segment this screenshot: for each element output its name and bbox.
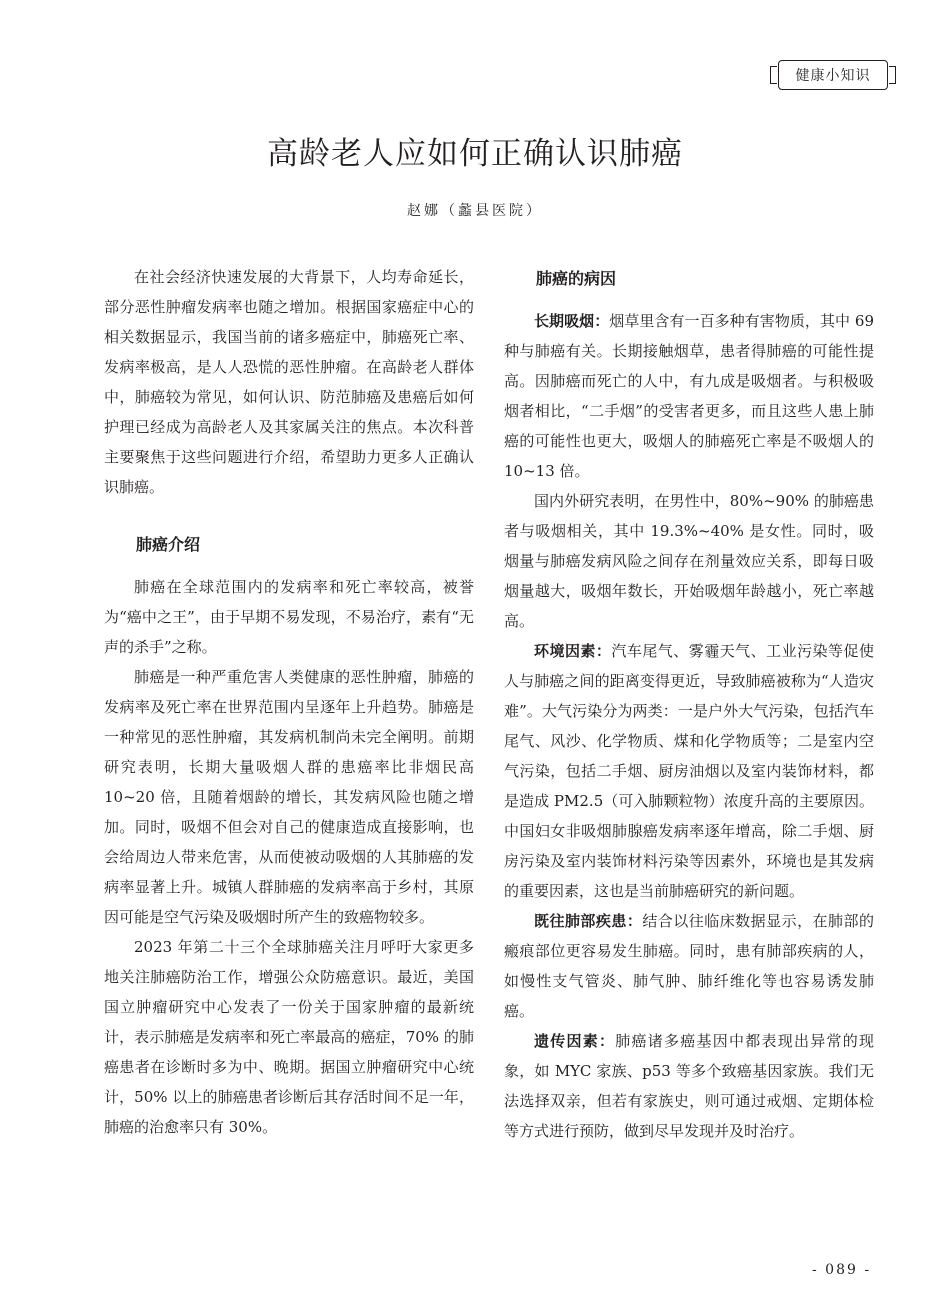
cause-lung-disease-label: 既往肺部疾患： bbox=[534, 912, 643, 930]
intro-paragraph: 在社会经济快速发展的大背景下，人均寿命延长，部分恶性肿瘤发病率也随之增加。根据国家癌症中心的相关数据显示，我国当前的诸多癌症中，肺癌死亡率、发病率极高，是人人恐慌的恶性肿瘤。在高龄老人群体中，肺癌较为常见，如何认识、防范肺癌及患癌后如何护理已经成为高龄老人及其家属关注的焦点。本次科普主要聚焦于这些问题进行介绍，希望助力更多人正确认识肺癌。 bbox=[104, 268, 474, 496]
section-tag bbox=[778, 60, 888, 90]
cause-genetic-text: 肺癌诸多癌基因中都表现出异常的现象，如 MYC 家族、p53 等多个致癌基因家族。我们无法选择双亲，但若有家族史，则可通过戒烟、定期体检等方式进行预防，做到尽早发现并及时治疗。 bbox=[504, 1032, 874, 1140]
section-heading-intro: 肺癌介绍 bbox=[136, 535, 201, 554]
intro-p3: 2023 年第二十三个全球肺癌关注月呼吁大家更多地关注肺癌防治工作，增强公众防癌意识。最近，美国国立肿瘤研究中心发表了一份关于国家肿瘤的最新统计，表示肺癌是发病率和死亡率最高的癌症，70% 的肺癌患者在诊断时多为中、晚期。据国立肿瘤研究中心统计，50% 以上的肺癌患者诊断后其存活时间不足一年，肺癌的治愈率只有 30%。 bbox=[104, 938, 474, 1136]
cause-genetic-label: 遗传因素： bbox=[534, 1032, 616, 1050]
cause-smoking-label: 长期吸烟： bbox=[534, 312, 610, 330]
cause-lung-disease-text: 结合以往临床数据显示，在肺部的瘢痕部位更容易发生肺癌。同时，患有肺部疾病的人，如慢性支气管炎、肺气肿、肺纤维化等也容易诱发肺癌。 bbox=[504, 912, 874, 1020]
cause-environment-text: 汽车尾气、雾霾天气、工业污染等促使人与肺癌之间的距离变得更近，导致肺癌被称为“人造灾难”。大气污染分为两类：一是户外大气污染，包括汽车尾气、风沙、化学物质、煤和化学物质等；二是室内空气污染，包括二手烟、厨房油烟以及室内装饰材料，都是造成 PM2.5（可入肺颗粒物）浓度升高的主要原因。中国妇女非吸烟肺腺癌发病率逐年增高，除二手烟、厨房污染及室内装饰材料污染等因素外，环境也是其发病的重要因素，这也是当前肺癌研究的新问题。 bbox=[504, 642, 874, 900]
cause-smoking-text: 烟草里含有一百多种有害物质，其中 69 种与肺癌有关。长期接触烟草，患者得肺癌的可能性提高。因肺癌而死亡的人中，有九成是吸烟者。与积极吸烟者相比，“二手烟”的受害者更多，而且这些人患上肺癌的可能性也更大，吸烟人的肺癌死亡率是不吸烟人的 10~13 倍。 bbox=[504, 312, 874, 480]
section-heading-causes: 肺癌的病因 bbox=[536, 269, 617, 288]
cause-genetic bbox=[504, 1026, 874, 1146]
intro-p1: 肺癌在全球范围内的发病率和死亡率较高，被誉为“癌中之王”，由于早期不易发现，不易治疗，素有“无声的杀手”之称。 bbox=[104, 578, 474, 656]
cause-smoking bbox=[504, 306, 874, 486]
page-number: - 089 - bbox=[812, 1262, 872, 1278]
article-title: 高龄老人应如何正确认识肺癌 bbox=[267, 136, 683, 172]
article-author: 赵娜（蠡县医院） bbox=[407, 203, 543, 219]
cause-environment bbox=[504, 636, 874, 906]
intro-p2: 肺癌是一种严重危害人类健康的恶性肿瘤，肺癌的发病率及死亡率在世界范围内呈逐年上升趋势。肺癌是一种常见的恶性肿瘤，其发病机制尚未完全阐明。前期研究表明，长期大量吸烟人群的患癌率比非烟民高 10~20 倍，且随着烟龄的增长，其发病风险也随之增加。同时，吸烟不但会对自己的健康造成直接影响，也会给周边人带来危害，从而使被动吸烟的人其肺癌的发病率显著上升。城镇人群肺癌的发病率高于乡村，其原因可能是空气污染及吸烟时所产生的致癌物较多。 bbox=[104, 668, 474, 926]
section-tag-label: 健康小知识 bbox=[795, 68, 871, 84]
cause-environment-label: 环境因素： bbox=[534, 642, 612, 660]
cause-smoking-p2: 国内外研究表明，在男性中，80%~90% 的肺癌患者与吸烟相关，其中 19.3%~40% 是女性。同时，吸烟量与肺癌发病风险之间存在剂量效应关系，即每日吸烟量越大，吸烟年数长，开始吸烟年龄越小，死亡率越高。 bbox=[504, 492, 874, 630]
right-column bbox=[504, 262, 874, 1146]
cause-lung-disease bbox=[504, 906, 874, 1026]
left-column bbox=[104, 262, 474, 1142]
